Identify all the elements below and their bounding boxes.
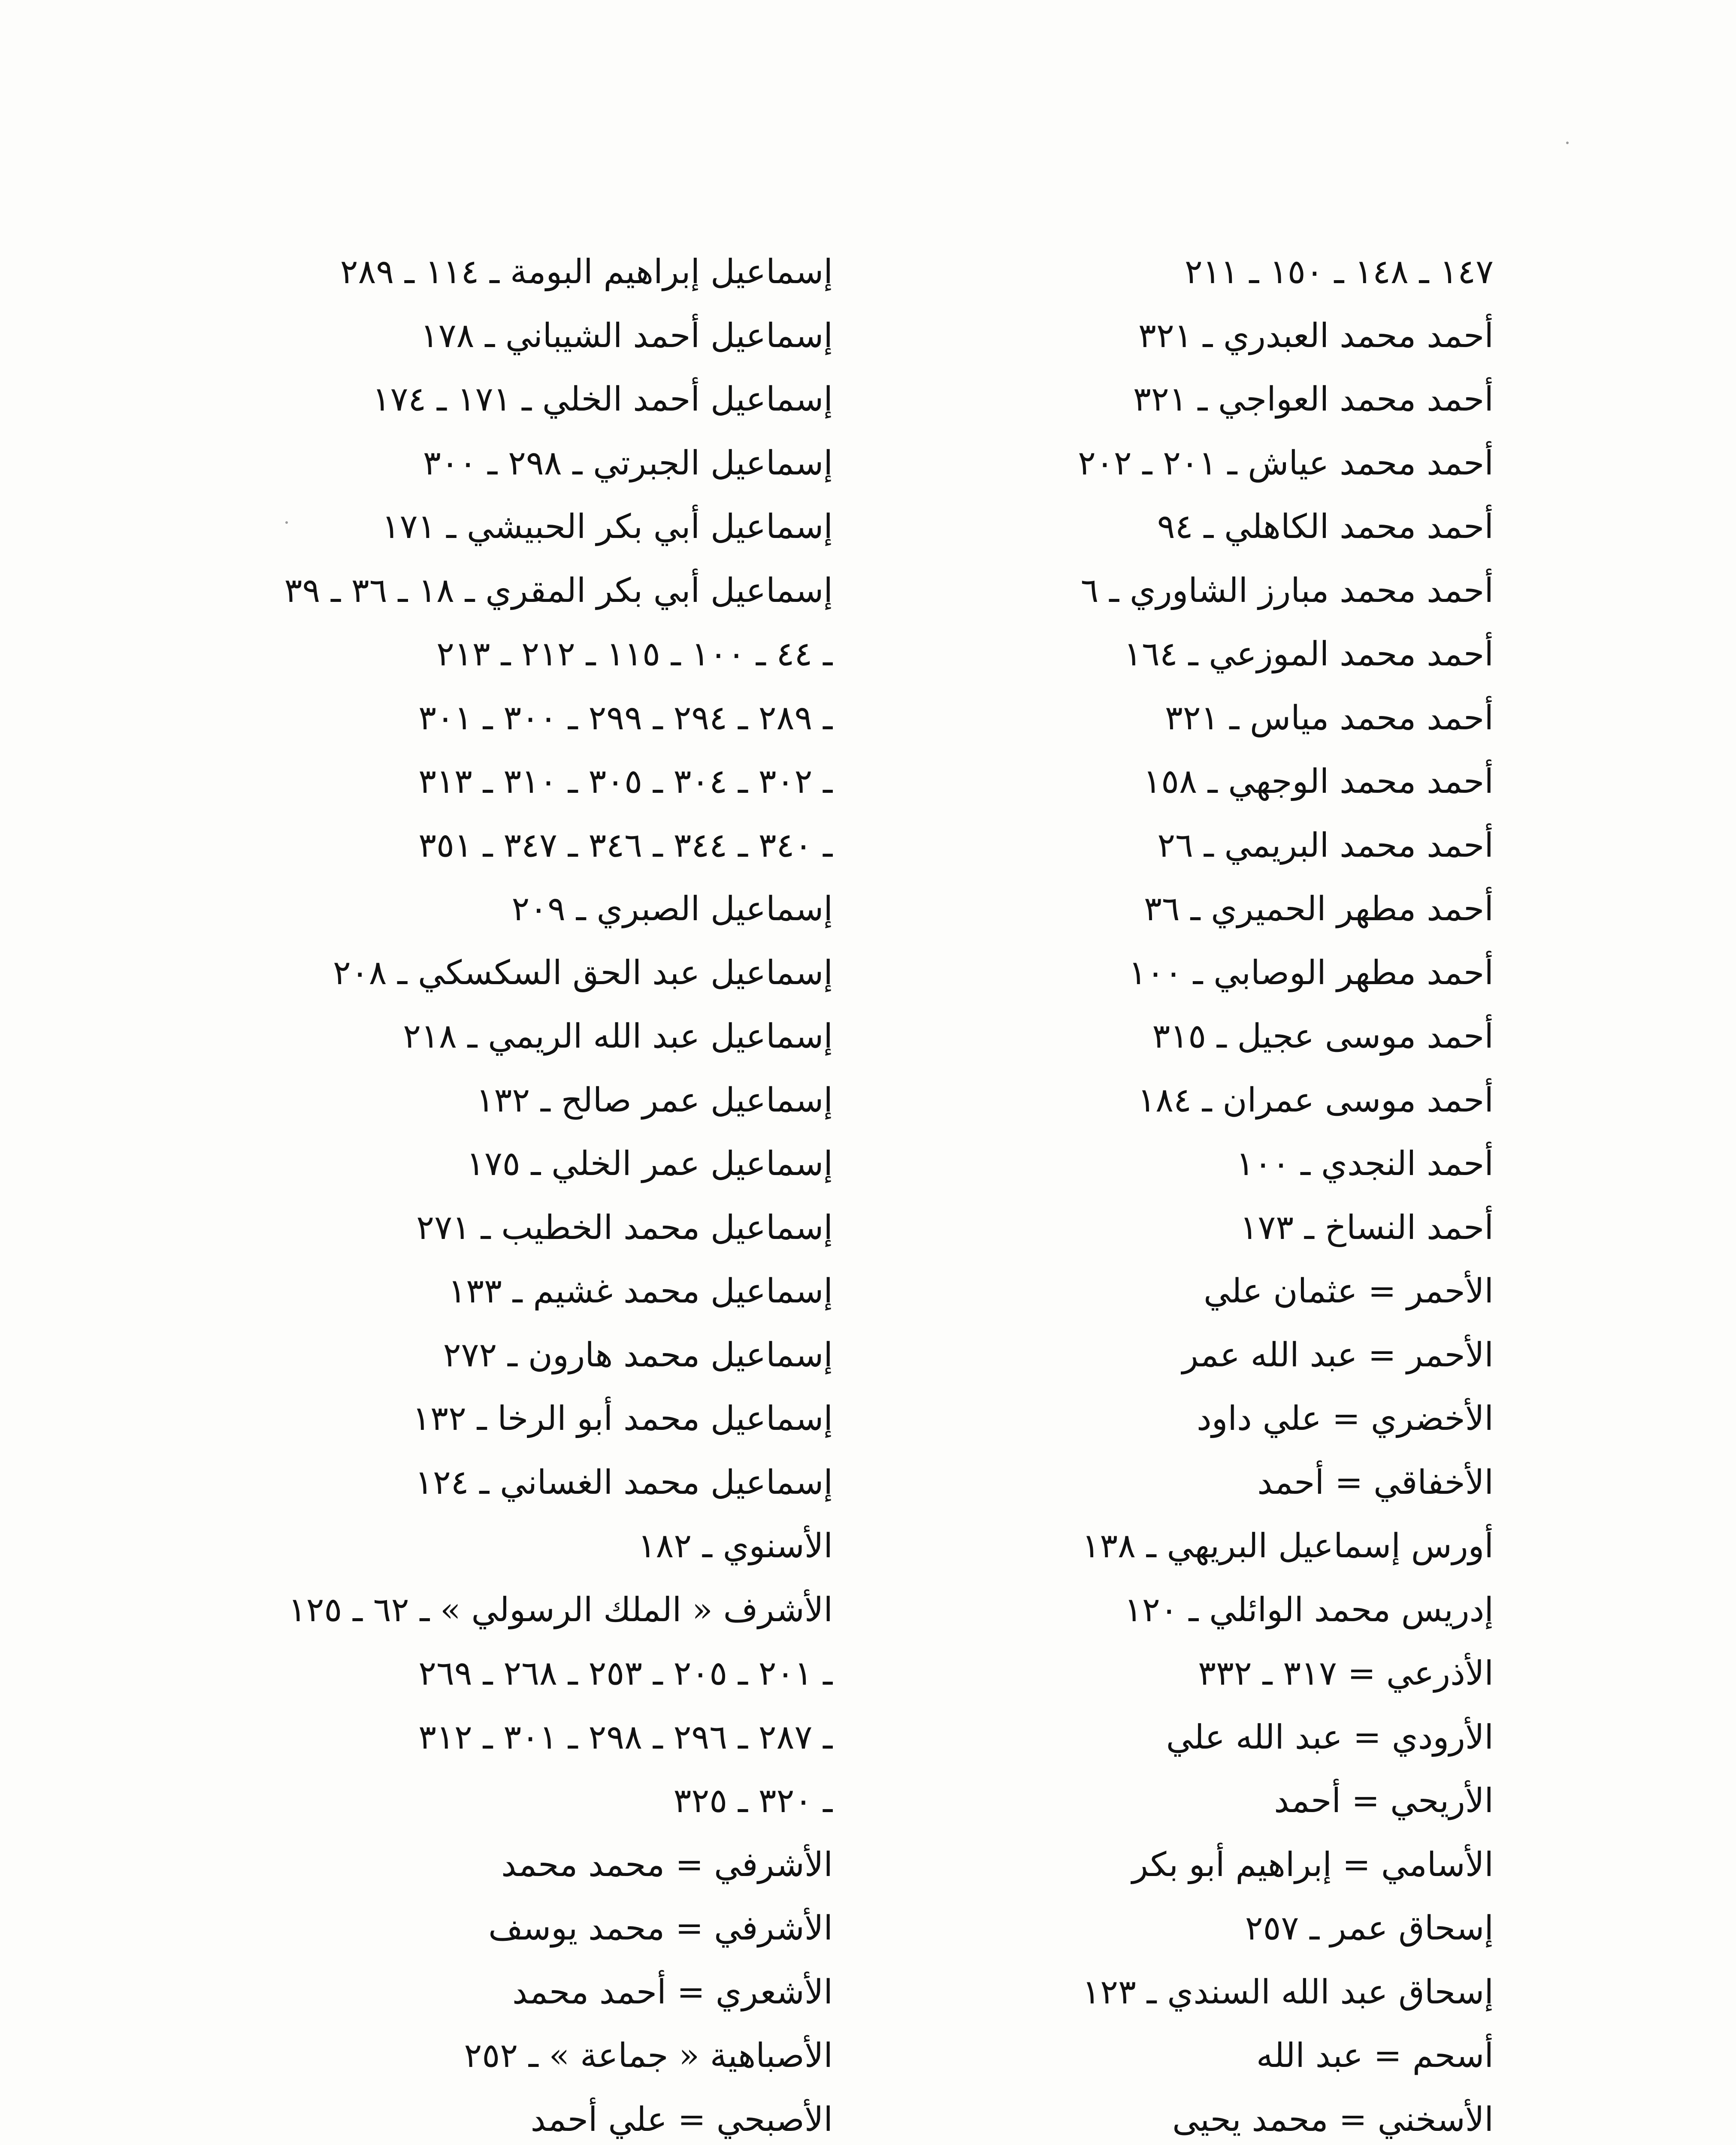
index-entry: أحمد محمد العواجي ـ ٣٢١	[1133, 380, 1494, 419]
index-entry: ـ ٢٨٩ ـ ٢٩٤ ـ ٢٩٩ ـ ٣٠٠ ـ ٣٠١	[418, 698, 833, 737]
index-entry: الأخفاقي = أحمد	[1257, 1463, 1494, 1502]
index-entry: إسماعيل أبي بكر المقري ـ ١٨ ـ ٣٦ ـ ٣٩	[284, 571, 833, 610]
index-entry: الأسامي = إبراهيم أبو بكر	[1132, 1845, 1494, 1884]
index-column-right	[798, 240, 1494, 2145]
index-entry: إسماعيل محمد هارون ـ ٢٧٢	[443, 1335, 833, 1375]
index-entry: الأشرفي = محمد محمد	[501, 1845, 833, 1884]
index-entry: أحمد مطهر الحميري ـ ٣٦	[1143, 890, 1494, 928]
index-entry: إسماعيل أبي بكر الحبيشي ـ ١٧١	[381, 508, 833, 546]
index-entry: أحمد محمد مبارز الشاوري ـ ٦	[1080, 571, 1494, 610]
index-entry: ـ ٣٠٢ ـ ٣٠٤ ـ ٣٠٥ ـ ٣١٠ ـ ٣١٣	[418, 762, 833, 801]
index-entry: الأشرف « الملك الرسولي » ـ ٦٢ ـ ١٢٥	[288, 1590, 833, 1629]
index-entry: ـ ٣٤٠ ـ ٣٤٤ ـ ٣٤٦ ـ ٣٤٧ ـ ٣٥١	[418, 826, 833, 865]
index-entry: أحمد محمد البريمي ـ ٢٦	[1157, 826, 1494, 865]
index-entry: إسماعيل محمد الخطيب ـ ٢٧١	[416, 1208, 833, 1247]
index-entry: إسماعيل الجبرتي ـ ٢٩٨ ـ ٣٠٠	[423, 444, 833, 483]
index-entry: الأشرفي = محمد يوسف	[488, 1909, 833, 1948]
scan-speck	[285, 521, 288, 524]
index-entry: الأسنوي ـ ١٨٢	[638, 1527, 833, 1565]
index-entry: الأشعري = أحمد محمد	[512, 1973, 833, 2012]
index-entry: إسماعيل عبد الله الريمي ـ ٢١٨	[403, 1017, 833, 1056]
index-entry: الأسخني = محمد يحيى	[1172, 2100, 1494, 2139]
index-entry: الأحمر = عبد الله عمر	[1182, 1335, 1494, 1375]
index-entry: إسماعيل الصبري ـ ٢٠٩	[511, 890, 833, 928]
index-entry: أحمد محمد العبدري ـ ٣٢١	[1138, 316, 1494, 355]
index-entry: إسماعيل محمد الغساني ـ ١٢٤	[414, 1463, 833, 1502]
index-entry: أحمد محمد الموزعي ـ ١٦٤	[1124, 635, 1494, 674]
index-entry: ـ ٣٢٠ ـ ٣٢٥	[673, 1782, 833, 1820]
index-entry: أحمد محمد مياس ـ ٣٢١	[1164, 698, 1494, 737]
index-entry: إدريس محمد الوائلي ـ ١٢٠	[1124, 1590, 1494, 1629]
index-entry: أحمد محمد الوجهي ـ ١٥٨	[1143, 762, 1494, 801]
index-entry: أسحم = عبد الله	[1256, 2036, 1494, 2075]
index-entry: إسماعيل عمر صالح ـ ١٣٢	[476, 1081, 833, 1120]
index-entry: الأحمر = عثمان علي	[1204, 1272, 1494, 1311]
scan-speck	[1566, 142, 1569, 144]
index-entry: إسماعيل عمر الخلي ـ ١٧٥	[466, 1145, 833, 1183]
index-entry: ـ ٢٨٧ ـ ٢٩٦ ـ ٢٩٨ ـ ٣٠١ ـ ٣١٢	[418, 1718, 833, 1757]
index-entry: إسحاق عمر ـ ٢٥٧	[1245, 1909, 1494, 1948]
index-entry: إسماعيل أحمد الشيباني ـ ١٧٨	[420, 316, 833, 355]
index-entry: أورس إسماعيل البريهي ـ ١٣٨	[1082, 1527, 1494, 1565]
index-entry: إسماعيل محمد أبو الرخا ـ ١٣٢	[412, 1399, 833, 1438]
index-entry: إسماعيل محمد غشيم ـ ١٣٣	[448, 1272, 833, 1311]
index-entry: إسماعيل عبد الحق السكسكي ـ ٢٠٨	[333, 953, 833, 992]
index-entry: أحمد موسى عمران ـ ١٨٤	[1137, 1081, 1494, 1120]
index-entry: الأخضري = علي داود	[1196, 1399, 1494, 1438]
index-entry: الأرودي = عبد الله علي	[1166, 1718, 1494, 1757]
index-entry: أحمد موسى عجيل ـ ٣١٥	[1152, 1017, 1494, 1056]
index-column-left	[189, 240, 833, 2145]
index-entry: أحمد النجدي ـ ١٠٠	[1236, 1145, 1494, 1183]
index-entry: الأريحي = أحمد	[1274, 1782, 1494, 1820]
index-entry: الأصبحي = علي أحمد	[530, 2100, 833, 2139]
index-entry: ـ ٤٤ ـ ١٠٠ ـ ١١٥ ـ ٢١٢ ـ ٢١٣	[436, 635, 833, 674]
index-entry: ١٤٧ ـ ١٤٨ ـ ١٥٠ ـ ٢١١	[1184, 253, 1494, 291]
index-entry: إسحاق عبد الله السندي ـ ١٢٣	[1082, 1973, 1494, 2012]
index-entry: أحمد محمد عياش ـ ٢٠١ ـ ٢٠٢	[1077, 444, 1494, 483]
index-entry: ـ ٢٠١ ـ ٢٠٥ ـ ٢٥٣ ـ ٢٦٨ ـ ٢٦٩	[418, 1654, 833, 1693]
index-entry: إسماعيل أحمد الخلي ـ ١٧١ ـ ١٧٤	[372, 380, 833, 419]
index-entry: إسماعيل إبراهيم البومة ـ ١١٤ ـ ٢٨٩	[340, 253, 833, 291]
index-entry: أحمد محمد الكاهلي ـ ٩٤	[1157, 508, 1494, 546]
index-entry: الأصباهية « جماعة » ـ ٢٥٢	[464, 2036, 833, 2075]
index-entry: أحمد النساخ ـ ١٧٣	[1240, 1208, 1494, 1247]
index-entry: الأذرعي = ٣١٧ ـ ٣٣٢	[1198, 1654, 1494, 1693]
index-entry: أحمد مطهر الوصابي ـ ١٠٠	[1128, 953, 1494, 992]
